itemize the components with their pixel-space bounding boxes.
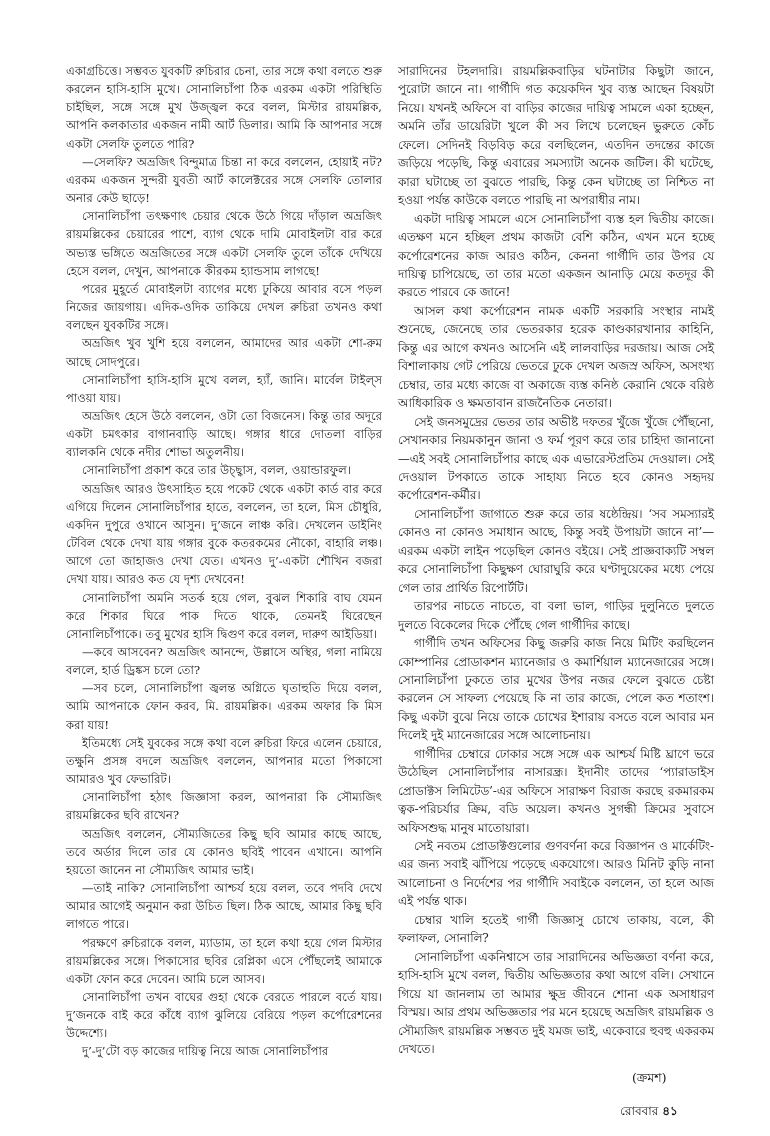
paragraph: সোনালিচাঁপা হঠাৎ জিজ্ঞাসা করল, আপনারা কি সৌম্যজিৎ রায়মল্লিকের ছবি রাখেন? [66,790,382,823]
paragraph: পরের মুহূর্তে মোবাইলটা ব্যাগের মধ্যে ঢুকিয়ে আবার বসে পড়ল নিজের জায়গায়। এদিক-ওদিক তাকিয়ে দেখল রুচিরা তখনও কথা বলছেন যুবকটির সঙ্গে। [66,281,382,333]
magazine-name: রোববার [620,1104,659,1118]
paragraph: পরক্ষণে রুচিরাকে বলল, ম্যাডাম, তা হলে কথা হয়ে গেল মিস্টার রায়মল্লিকের সঙ্গে। পিকাসোর ছবির রেপ্লিকা এসে পৌঁছলেই আমাকে একটা ফোন করে দেবেন। আমি চলে আসব। [66,935,382,986]
paragraph: অভ্রজিৎ খুব খুশি হয়ে বললেন, আমাদের আর একটা শো-রুম আছে সোদপুরে। [66,336,382,369]
paragraph: দু’-দু’টো বড় কাজের দায়িত্ব নিয়ে আজ সোনালিচাঁপার [82,1044,329,1059]
page-footer [620,1103,678,1123]
to-be-continued-label: (ক্রমশ) [632,1070,667,1085]
paragraph: চেম্বার খালি হতেই গার্গী জিজ্ঞাসু চোখে তাকায়, বলে, কী ফলাফল, সোনালি? [398,912,714,946]
paragraph: একটা দায়িত্ব সামলে এসে সোনালিচাঁপা ব্যস্ত হল দ্বিতীয় কাজে। এতক্ষণ মনে হচ্ছিল প্রথম কাজটা বেশি কঠিন, এখন মনে হচ্ছে কর্পোরেশনের কাজ আরও কঠিন, কেননা গার্গীদি তার উপর যে দায়িত্ব চাপিয়েছে, তা তার মতো একজন আনাড়ি মেয়ে কতদূর কী করতে পারবে কে জানে! [398,211,714,300]
paragraph: অভ্রজিৎ আরও উৎসাহিত হয়ে পকেট থেকে একটা কার্ড বার করে এগিয়ে দিলেন সোনালিচাঁপার হাতে, বললেন, তা হলে, মিস চৌধুরি, একদিন দুপুরে ওখানে আসুন। দু’জনে লাঞ্চ করি। দেখলেন ডাইনিং টেবিল থেকে দেখা যায় গঙ্গার বুকে কতরকমের নৌকো, বাহারি লঞ্চ। আগে তো জাহাজও দেখা যেত। এখনও দু’-একটা শৌখিন বজরা দেখা যায়। আরও কত যে দৃশ্য দেখবেন! [66,481,382,587]
right-column [398,62,714,1058]
paragraph: একাগ্রচিত্তে। সম্ভবত যুবকটি রুচিরার চেনা, তার সঙ্গে কথা বলতে শুরু করলেন হাসি-হাসি মুখে। সোনালিচাঁপা ঠিক এরকম একটা পরিস্থিতি চাইছিল, সঙ্গে সঙ্গে মুখ উজ্জ্বল করে বলল, মিস্টার রায়মল্লিক, আপনি কলকাতার একজন নামী আর্ট ডিলার। আমি কি আপনার সঙ্গে একটা সেলফি তুলতে পারি? [66,64,382,151]
page-number: ৪১ [662,1104,678,1118]
paragraph: ইতিমধ্যে সেই যুবকের সঙ্গে কথা বলে রুচিরা ফিরে এলেন চেয়ারে, তক্ষুনি প্রসঙ্গ বদলে অভ্রজিৎ বললেন, আপনার মতো পিকাসো আমারও খুব ফেভারিট। [66,735,382,787]
paragraph: আসল কথা কর্পোরেশন নামক একটি সরকারি সংস্থার নামই শুনেছে, জেনেছে তার ভেতরকার হরেক কাণ্ডকারখানার কাহিনি, কিন্তু এর আগে কখনও আসেনি এই লালবাড়ির দরজায়। আজ সেই বিশালাকায় গেট পেরিয়ে ভেতরে ঢুকে দেখল অজস্র অফিস, অসংখ্য চেম্বার, তার মধ্যে কাজে বা অকাজে ব্যস্ত কনিষ্ঠ কেরানি থেকে বরিষ্ঠ আধিকারিক ও ক্ষমতাবান রাজনৈতিক নেতারা। [398,303,714,411]
paragraph: —তাই নাকি? সোনালিচাঁপা আশ্চর্য হয়ে বলল, তবে পদবি দেখে আমার আগেই অনুমান করা উচিত ছিল। ঠিক আছে, আমার কিছু ছবি লাগতে পারে। [66,881,382,932]
paragraph: —সেলফি? অভ্রজিৎ বিন্দুমাত্র চিন্তা না করে বললেন, হোয়াই নট? এরকম একজন সুন্দরী যুবতী আর্ট কালেক্টরের সঙ্গে সেলফি তোলার অনার কেউ ছাড়ে! [66,154,382,206]
paragraph: অভ্রজিৎ হেসে উঠে বললেন, ওটা তো বিজনেস। কিন্তু তার অদূরে একটা চমৎকার বাগানবাড়ি আছে। গঙ্গার ধারে দোতলা বাড়ির ব্যালকনি থেকে নদীর শোভা অতুলনীয়। [66,408,382,460]
paragraph: সোনালিচাঁপা তৎক্ষণাৎ চেয়ার থেকে উঠে গিয়ে দাঁড়াল অভ্রজিৎ রায়মল্লিকের চেয়ারের পাশে, ব্যাগ থেকে দামি মোবাইলটা বার করে অভ্যস্ত ভঙ্গিতে অভ্রজিতের সঙ্গে একটা সেলফি তুলে তাঁকে দেখিয়ে হেসে বলল, দেখুন, আপনাকে কীরকম হ্যান্ডসাম লাগছে! [66,209,382,278]
paragraph: সোনালিচাঁপা প্রকাশ করে তার উচ্ছ্বাস, বলল, ওয়ান্ডারফুল। [82,463,351,478]
paragraph: —সব চলে, সোনালিচাঁপা জ্বলন্ত অগ্নিতে ঘৃতাহুতি দিয়ে বলল, আমি আপনাকে ফোন করব, মি. রায়মল্লিক। এরকম অফার কি মিস করা যায়! [66,681,382,732]
paragraph: সেই নবতম প্রোডাক্টগুলোর গুণবর্ণনা করে বিজ্ঞাপন ও মার্কেটিং-এর জন্য সবাই ঝাঁপিয়ে পড়েছে একযোগে। আরও মিনিট কুড়ি নানা আলোচনা ও নির্দেশের পর গার্গীদি সবাইকে বললেন, তা হলে আজ এই পর্যন্ত থাক। [398,839,714,909]
paragraph: সোনালিচাঁপা অমনি সতর্ক হয়ে গেল, বুঝল শিকারি বাঘ যেমন করে শিকার ঘিরে পাক দিতে থাকে, তেমনই ঘিরেছেন সোনালিচাঁপাকে। তবু মুখের হাসি দ্বিগুণ করে বলল, দারুণ আইডিয়া। [66,590,382,641]
paragraph: তারপর নাচতে নাচতে, বা বলা ভাল, গাড়ির দুলুনিতে দুলতে দুলতে বিকেলের দিকে পৌঁছে গেল গার্গীদির কাছে। [398,599,714,632]
paragraph: গার্গীদি তখন অফিসের কিছু জরুরি কাজ নিয়ে মিটিং করছিলেন কোম্পানির প্রোডাকশন ম্যানেজার ও কমার্শিয়াল ম্যানেজারের সঙ্গে। সোনালিচাঁপা ঢুকতে তার মুখের উপর নজর ফেলে বুঝতে চেষ্টা করলেন সে সাফল্য পেয়েছে কি না তার কাজে, পেলে কত শতাংশ। কিছু একটা বুঝে নিয়ে তাকে চোখের ইশারায় বসতে বলে আবার মন দিলেই দুই ম্যানেজারের সঙ্গে আলোচনায়। [398,636,714,743]
left-column [66,62,382,1061]
paragraph: সোনালিচাঁপা তখন বাঘের গুহা থেকে বেরতে পারলে বর্তে যায়। দু’জনকে বাই করে কাঁধে ব্যাগ ঝুলিয়ে বেরিয়ে পড়ল কর্পোরেশনের উদ্দেশ্যে। [66,989,382,1041]
paragraph: সারাদিনের টহলদারি। রায়মল্লিকবাড়ির ঘটনাটার কিছুটা জানে, পুরোটা জানে না। গার্গীদি গত কয়েকদিন খুব ব্যস্ত আছেন বিষয়টা নিয়ে। যখনই অফিসে বা বাড়ির কাজের দায়িত্ব সামলে একা হচ্ছেন, অমনি তাঁর ডায়েরিটা খুলে কী সব লিখে চলেছেন ভুরুতে কোঁচ ফেলে। সেদিনই বিড়বিড় করে বলছিলেন, এতদিন তদন্তের কাজে জড়িয়ে পড়েছি, কিন্তু এবারের সমস্যাটা অনেক জটিল। কী ঘটেছে, কারা ঘটাচ্ছে তা বুঝতে পারছি, কিন্তু কেন ঘটাচ্ছে তা নিশ্চিত না হওয়া পর্যন্ত কাউকে বলতে পারছি না অপরাধীর নাম। [398,64,714,208]
paragraph: সোনালিচাঁপা হাসি-হাসি মুখে বলল, হ্যাঁ, জানি। মার্বেল টাইল্‌স পাওয়া যায়। [66,372,382,405]
paragraph: সেই জনসমুদ্রের ভেতর তার অভীষ্ট দফতর খুঁজে খুঁজে পৌঁছনো, সেখানকার নিয়মকানুন জানা ও ফর্ম পূরণ করে তার চাহিদা জানানো—এই সবই সোনালিচাঁপার কাছে এক এভারেস্টপ্রতিম দেওয়াল। সেই দেওয়াল টপকাতে তাকে সাহায্য নিতে হবে কোনও সহৃদয় কর্পোরেশন-কর্মীর। [398,414,714,503]
paragraph: সোনালিচাঁপা একনিশ্বাসে তার সারাদিনের অভিজ্ঞতা বর্ণনা করে, হাসি-হাসি মুখে বলল, দ্বিতীয় অভিজ্ঞতার কথা আগে বলি। সেখানে গিয়ে যা জানলাম তা আমার ক্ষুদ্র জীবনে শোনা এক অসাধারণ বিস্ময়। আর প্রথম অভিজ্ঞতার পর মনে হয়েছে অভ্রজিৎ রায়মল্লিক ও সৌম্যজিৎ রায়মল্লিক সম্ভবত দুই যমজ ভাই, একেবারে হুবহু একরকম দেখতে। [398,949,714,1057]
paragraph: গার্গীদির চেম্বারে ঢোকার সঙ্গে সঙ্গে এক আশ্চর্য মিষ্টি ঘ্রাণে ভরে উঠেছিল সোনালিচাঁপার নাসারন্ধ্র। ইদানীং তাদের ‘প্যারাডাইস প্রোডাক্টস লিমিটেড’-এর অফিসে সারাক্ষণ বিরাজ করছে রকমারকম ত্বক-পরিচর্যার ক্রিম, বডি অয়েল। কখনও সুগন্ধী ক্রিমের সুবাসে অফিসশুদ্ধ মানুষ মাতোয়ারা। [398,746,714,835]
paragraph: —কবে আসবেন? অভ্রজিৎ আনন্দে, উল্লাসে অস্থির, গলা নামিয়ে বললে, হার্ড ড্রিঙ্কস চলে তো? [66,645,382,678]
paragraph: অভ্রজিৎ বললেন, সৌম্যজিতের কিছু ছবি আমার কাছে আছে, তবে অর্ডার দিলে তার যে কোনও ছবিই পাবেন এখানে। আপনি হয়তো জানেন না সৌম্যজিৎ আমার ভাই। [66,826,382,877]
paragraph: সোনালিচাঁপা জাগাতে শুরু করে তার ষষ্ঠেন্দ্রিয়। ‘সব সমস্যারই কোনও না কোনও সমাধান আছে, কিন্তু সবই উপায়টা জানে না’—এরকম একটা লাইন পড়েছিল কোনও বইয়ে। সেই প্রাজ্ঞবাক্যটি সম্বল করে সোনালিচাঁপা কিছুক্ষণ ঘোরাঘুরি করে ঘণ্টাদুয়েকের মধ্যে পেয়ে গেল তার প্রার্থিত রিপোর্টটি। [398,506,714,595]
